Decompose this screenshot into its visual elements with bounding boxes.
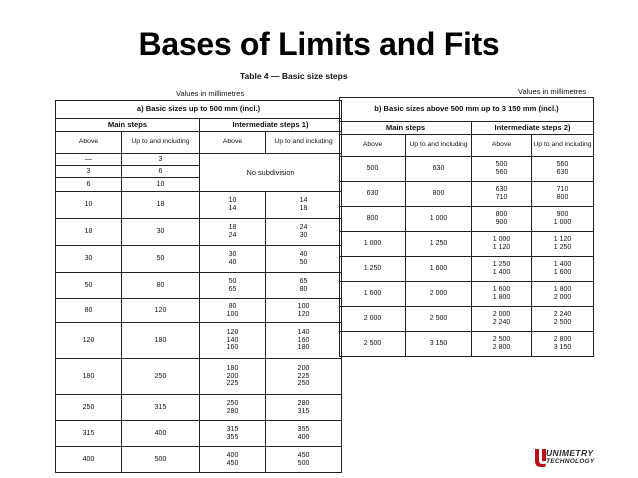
table-a-cell-upto: 6	[122, 166, 200, 178]
table-b-cell-upto: 630	[406, 157, 472, 182]
table-b-cell-above: 1 000	[340, 232, 406, 257]
table-a-value: 24	[228, 232, 237, 239]
table-a-cell-upto: 30	[122, 219, 200, 246]
table-a-value: 180	[297, 344, 310, 352]
table-a-cell-inter-upto	[266, 192, 342, 219]
table-b-row	[340, 282, 594, 307]
table-b-cell-inter-above	[472, 257, 532, 282]
table-b-row	[340, 207, 594, 232]
table-b-cell-inter-upto	[532, 207, 594, 232]
table-a-value: 250	[297, 380, 310, 388]
table-a-cell-upto: 10	[122, 178, 200, 192]
table-b-col-above: Above	[340, 135, 406, 157]
table-b-value: 630	[495, 186, 508, 194]
table-a-cell-upto: 80	[122, 273, 200, 299]
table-b-value: 560	[556, 161, 569, 169]
table-b-row	[340, 232, 594, 257]
table-a-value: 250	[226, 399, 239, 407]
table-a-intermediate-steps-header: Intermediate steps 1)	[200, 119, 342, 132]
table-a-row	[56, 359, 342, 395]
table-a-value: 65	[228, 285, 237, 293]
table-a-cell-inter-above	[200, 219, 266, 246]
table-a-cell-upto: 250	[122, 359, 200, 395]
table-a-cell-upto: 120	[122, 299, 200, 323]
table-a-value: 200	[297, 365, 310, 373]
table-b-value: 500	[495, 161, 508, 169]
table-a-value: 200	[226, 372, 239, 380]
table-b-value: 1 400	[492, 269, 511, 276]
table-a-no-subdivision: No subdivision	[200, 154, 342, 192]
table-b-cell-inter-above	[472, 157, 532, 182]
table-a-cell-above: 30	[56, 246, 122, 273]
table-a-cell-above: 120	[56, 323, 122, 359]
table-b-value: 2 000	[492, 311, 511, 319]
table-a-cell-above: 80	[56, 299, 122, 323]
table-b-value: 900	[495, 219, 508, 226]
table-b-value: 1 120	[492, 244, 511, 251]
table-a-value: 140	[226, 336, 239, 344]
table-b-cell-inter-above	[472, 307, 532, 332]
table-a-cell-upto: 315	[122, 395, 200, 421]
table-a-value: 50	[228, 277, 237, 285]
table-a-value: 65	[299, 277, 308, 285]
table-a-row	[56, 395, 342, 421]
table-a-cell-above: 250	[56, 395, 122, 421]
table-b-cell-inter-above	[472, 207, 532, 232]
basic-size-table-b	[339, 97, 594, 357]
table-b-cell-above: 2 000	[340, 307, 406, 332]
table-a-value: 40	[299, 251, 308, 259]
table-a-row	[56, 447, 342, 473]
table-a-row	[56, 154, 342, 166]
logo-word-unimetry: UNIMETRY	[546, 448, 594, 458]
table-a-value: 355	[297, 425, 310, 433]
table-a-value: 14	[228, 205, 237, 212]
table-a-cell-above: 6	[56, 178, 122, 192]
table-a-cell-inter-above	[200, 323, 266, 359]
table-b-col-upto: Up to and including	[406, 135, 472, 157]
table-a-value: 225	[297, 372, 310, 380]
table-a-cell-above: 180	[56, 359, 122, 395]
units-note-b: Values in millimetres	[518, 87, 587, 96]
table-a-cell-above: —	[56, 154, 122, 166]
table-b-value: 1 800	[553, 286, 572, 294]
table-a-value: 120	[226, 329, 239, 337]
table-a-cell-inter-upto	[266, 447, 342, 473]
table-b-value: 1 400	[553, 261, 572, 269]
table-a-cell-above: 3	[56, 166, 122, 178]
table-b-value: 2 800	[492, 344, 511, 351]
table-a-cell-inter-upto	[266, 246, 342, 273]
table-a-value: 225	[226, 380, 239, 388]
table-a-col-upto: Up to and including	[122, 132, 200, 154]
table-a-value: 500	[297, 459, 310, 467]
table-a-col-inter-upto: Up to and including	[266, 132, 342, 154]
table-b-cell-inter-above	[472, 282, 532, 307]
logo-word-technology: TECHNOLOGY	[546, 458, 595, 465]
table-a-value: 315	[297, 407, 310, 415]
table-b-value: 1 600	[492, 286, 511, 294]
table-a-row	[56, 246, 342, 273]
table-b-cell-inter-upto	[532, 307, 594, 332]
table-a-value: 450	[226, 459, 239, 467]
table-b-cell-inter-upto	[532, 332, 594, 357]
table-a-value: 50	[299, 259, 308, 266]
table-b-col-inter-upto: Up to and including	[532, 135, 594, 157]
table-a-cell-inter-upto	[266, 273, 342, 299]
table-a-cell-upto: 50	[122, 246, 200, 273]
table-a-cell-upto: 180	[122, 323, 200, 359]
table-a-col-above: Above	[56, 132, 122, 154]
table-caption: Table 4 — Basic size steps	[240, 71, 348, 81]
table-b-cell-upto: 3 150	[406, 332, 472, 357]
table-b-intermediate-steps-header: Intermediate steps 2)	[472, 122, 594, 135]
table-b-value: 710	[556, 186, 569, 194]
table-b-title: b) Basic sizes above 500 mm up to 3 150 mm (incl.)	[340, 98, 594, 122]
table-a-row	[56, 273, 342, 299]
table-b-cell-upto: 2 000	[406, 282, 472, 307]
table-a-cell-inter-above	[200, 447, 266, 473]
table-b-value: 1 000	[553, 219, 572, 226]
table-a-cell-inter-upto	[266, 359, 342, 395]
table-b-cell-above: 1 600	[340, 282, 406, 307]
table-a-value: 280	[226, 407, 239, 415]
table-a-cell-inter-above	[200, 359, 266, 395]
table-b-value: 900	[556, 211, 569, 219]
table-a-cell-inter-above	[200, 192, 266, 219]
table-a-cell-above: 315	[56, 421, 122, 447]
table-a-cell-upto: 400	[122, 421, 200, 447]
table-a-cell-inter-upto	[266, 421, 342, 447]
table-b-cell-upto: 1 250	[406, 232, 472, 257]
table-a-row	[56, 299, 342, 323]
table-a-cell-above: 400	[56, 447, 122, 473]
table-b-cell-inter-above	[472, 182, 532, 207]
table-b-cell-above: 500	[340, 157, 406, 182]
table-b-row	[340, 182, 594, 207]
table-a-row	[56, 323, 342, 359]
table-b-cell-upto: 2 500	[406, 307, 472, 332]
table-b-cell-upto: 1 600	[406, 257, 472, 282]
table-b-value: 2 240	[553, 311, 572, 319]
table-b-value: 1 800	[492, 294, 511, 301]
table-b-cell-above: 630	[340, 182, 406, 207]
table-a-cell-inter-above	[200, 395, 266, 421]
basic-size-table-a	[55, 100, 342, 473]
table-a-cell-above: 10	[56, 192, 122, 219]
table-a-value: 450	[297, 451, 310, 459]
table-b-cell-inter-upto	[532, 257, 594, 282]
table-a-cell-above: 18	[56, 219, 122, 246]
table-b-cell-above: 800	[340, 207, 406, 232]
table-b-cell-inter-above	[472, 332, 532, 357]
table-a-value: 400	[226, 451, 239, 459]
table-a-value: 280	[297, 399, 310, 407]
table-a-value: 355	[226, 433, 239, 441]
slide-title: Bases of Limits and Fits	[138, 26, 500, 62]
table-a-value: 180	[226, 365, 239, 373]
table-b-cell-inter-upto	[532, 157, 594, 182]
table-a-value: 80	[299, 285, 308, 293]
table-b-cell-inter-upto	[532, 182, 594, 207]
table-b-cell-upto: 1 000	[406, 207, 472, 232]
units-note-a: Values in millimetres	[176, 89, 245, 98]
table-a-title: a) Basic sizes up to 500 mm (incl.)	[56, 101, 342, 119]
table-a-value: 30	[299, 232, 308, 239]
table-b-value: 2 800	[553, 336, 572, 344]
table-a-value: 80	[228, 302, 237, 310]
table-a-cell-above: 50	[56, 273, 122, 299]
table-b-row	[340, 157, 594, 182]
table-b-value: 1 250	[553, 244, 572, 251]
table-b-main-steps-header: Main steps	[340, 122, 472, 135]
table-b-value: 1 600	[553, 269, 572, 276]
table-b-row	[340, 257, 594, 282]
table-a-value: 24	[299, 224, 308, 232]
table-a-value: 120	[297, 310, 310, 318]
table-b-col-inter-above: Above	[472, 135, 532, 157]
table-a-value: 40	[228, 259, 237, 266]
table-a-cell-inter-above	[200, 246, 266, 273]
table-b-value: 1 000	[492, 236, 511, 244]
table-a-value: 100	[226, 310, 239, 318]
table-b-value: 2 500	[553, 319, 572, 326]
table-b-value: 560	[495, 169, 508, 176]
table-b-cell-inter-above	[472, 232, 532, 257]
table-b-cell-inter-upto	[532, 282, 594, 307]
table-a-cell-inter-upto	[266, 395, 342, 421]
table-a-value: 160	[226, 344, 239, 352]
table-a-cell-inter-above	[200, 299, 266, 323]
table-a-cell-inter-upto	[266, 219, 342, 246]
table-b-value: 800	[495, 211, 508, 219]
table-a-value: 18	[228, 224, 237, 232]
table-a-value: 30	[228, 251, 237, 259]
table-b-value: 710	[495, 194, 508, 201]
table-a-row	[56, 421, 342, 447]
table-a-cell-inter-above	[200, 273, 266, 299]
table-b-value: 800	[556, 194, 569, 201]
table-a-col-inter-above: Above	[200, 132, 266, 154]
table-b-row	[340, 307, 594, 332]
table-b-cell-upto: 800	[406, 182, 472, 207]
table-a-value: 18	[299, 205, 308, 212]
table-a-row	[56, 219, 342, 246]
table-b-value: 2 500	[492, 336, 511, 344]
table-a-row	[56, 192, 342, 219]
table-b-cell-above: 1 250	[340, 257, 406, 282]
table-b-value: 630	[556, 169, 569, 176]
table-a-value: 400	[297, 433, 310, 441]
table-b-cell-above: 2 500	[340, 332, 406, 357]
table-b-value: 3 150	[553, 344, 572, 351]
unimetry-logo	[533, 448, 611, 468]
table-a-cell-inter-upto	[266, 323, 342, 359]
table-a-value: 140	[297, 329, 310, 337]
table-a-cell-upto: 3	[122, 154, 200, 166]
table-a-cell-inter-upto	[266, 299, 342, 323]
table-a-value: 315	[226, 425, 239, 433]
table-a-cell-upto: 18	[122, 192, 200, 219]
table-a-value: 10	[228, 197, 237, 205]
table-b-value: 2 240	[492, 319, 511, 326]
table-a-main-steps-header: Main steps	[56, 119, 200, 132]
table-a-value: 100	[297, 302, 310, 310]
table-b-value: 2 000	[553, 294, 572, 301]
table-a-value: 160	[297, 336, 310, 344]
table-b-cell-inter-upto	[532, 232, 594, 257]
table-b-row	[340, 332, 594, 357]
table-a-cell-inter-above	[200, 421, 266, 447]
table-a-cell-upto: 500	[122, 447, 200, 473]
table-b-value: 1 120	[553, 236, 572, 244]
table-a-value: 14	[299, 197, 308, 205]
table-b-value: 1 250	[492, 261, 511, 269]
